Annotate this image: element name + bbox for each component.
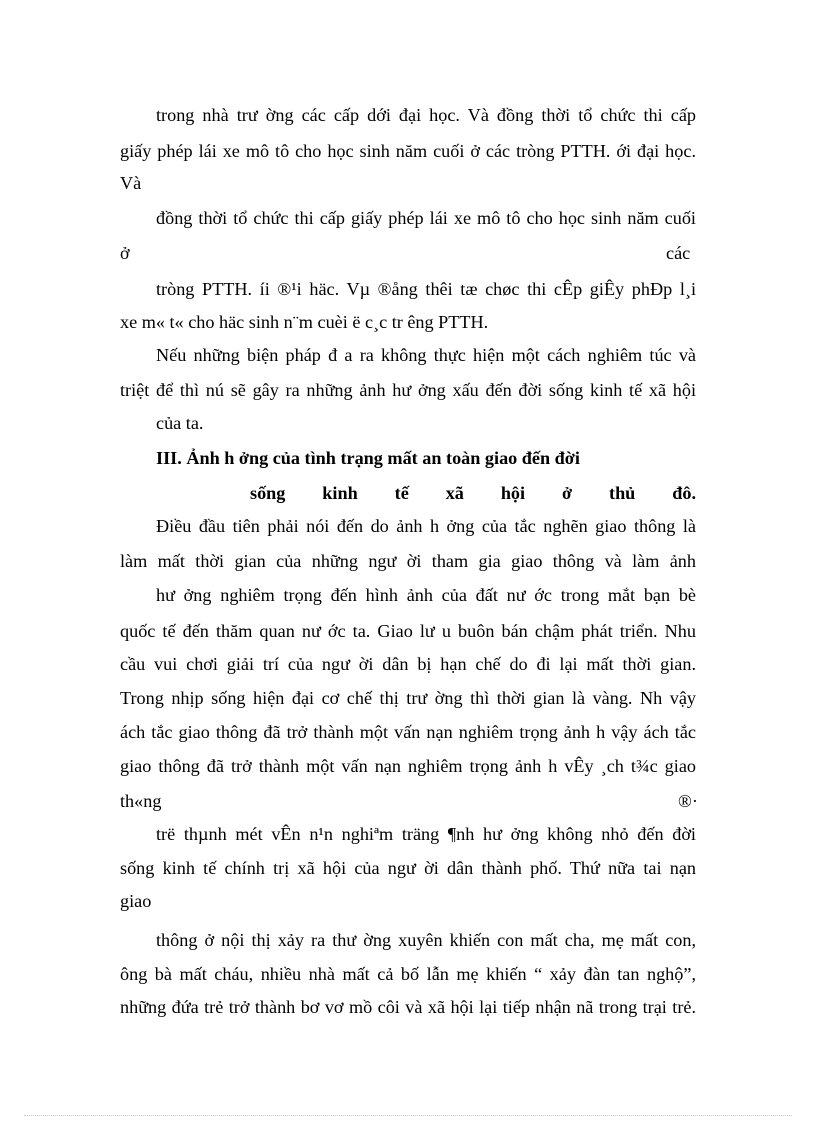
text-line-4: đồng thời tổ chức thi cấp giấy phép lái xe mô tô cho học sinh năm cuối [156,208,696,228]
text-line-16: Trong nhịp sống hiện đại cơ chế thị trư ờng thì thời gian là vàng. Nh vậy [120,688,696,708]
text-line-5: ở [120,243,130,263]
text-line-22: giao [120,891,152,911]
section-heading-line-2: sống kinh tế xã hội ở thủ đô. [250,483,696,503]
text-line-19: th«ng [120,791,162,811]
text-line-8: Nếu những biện pháp đ a ra không thực hiện một cách nghiêm túc và [156,345,696,365]
text-line-18: giao thông đã trở thành một vấn nạn nghiêm trọng ảnh h vÊy ¸ch t¾c giao [120,756,696,776]
text-line-7: xe m« t« cho häc sinh n¨m cuèi ë c¸c tr êng PTTH. [120,312,489,332]
text-line-15: cầu vui chơi giải trí của ngư ời dân bị hạn chế do đi lại mất thời gian. [120,654,696,674]
text-line-20: trë thµnh mét vÊn n¹n nghiªm träng ¶nh hư ởng không nhỏ đến đời [156,824,696,844]
text-line-14: quốc tế đến thăm quan nư ớc ta. Giao lư u buôn bán chậm phát triển. Nhu [120,621,696,641]
text-line-1: trong nhà trư ờng các cấp dới đại học. Và đồng thời tổ chức thi cấp [156,105,696,125]
text-line-21: sống kinh tế chính trị xã hội của ngư ời dân thành phố. Thứ nữa tai nạn [120,858,696,878]
text-line-10: của ta. [156,413,204,433]
text-line-3: Và [120,173,142,193]
text-line-6: tròng PTTH. íi ®¹i häc. Vµ ®ång thêi tæ chøc thi cÊp giÊy phÐp l¸i [156,279,696,299]
footer-divider [24,1115,792,1116]
text-line-17: ách tắc giao thông đã trở thành một vấn nạn nghiêm trọng ảnh h vậy ách tắc [120,722,696,742]
text-line-25: những đứa trẻ trở thành bơ vơ mồ côi và xã hội lại tiếp nhận nã trong trại trẻ. [120,997,696,1017]
text-line-11: Điều đầu tiên phải nói đến do ảnh h ởng của tắc nghẽn giao thông là [156,516,696,536]
text-line-9: triệt để thì nú sẽ gây ra những ảnh hư ởng xấu đến đời sống kinh tế xã hội [120,380,696,400]
text-line-12: làm mất thời gian của những ngư ời tham gia giao thông và làm ảnh [120,551,696,571]
text-line-19-right: ®· [678,791,698,811]
text-line-13: hư ởng nghiêm trọng đến hình ảnh của đất nư ớc trong mắt bạn bè [156,585,696,605]
section-heading-line-1: III. Ảnh h ởng của tình trạng mất an toàn giao đến đời [156,448,580,468]
text-line-23: thông ở nội thị xảy ra thư ờng xuyên khiến con mất cha, mẹ mất con, [156,930,696,950]
text-line-5-right: các [666,243,691,263]
text-line-24: ông bà mất cháu, nhiều nhà mất cả bố lẫn mẹ khiến “ xảy đàn tan nghộ”, [120,964,696,984]
text-line-2: giấy phép lái xe mô tô cho học sinh năm cuối ở các tròng PTTH. ới đại học. [120,141,696,161]
